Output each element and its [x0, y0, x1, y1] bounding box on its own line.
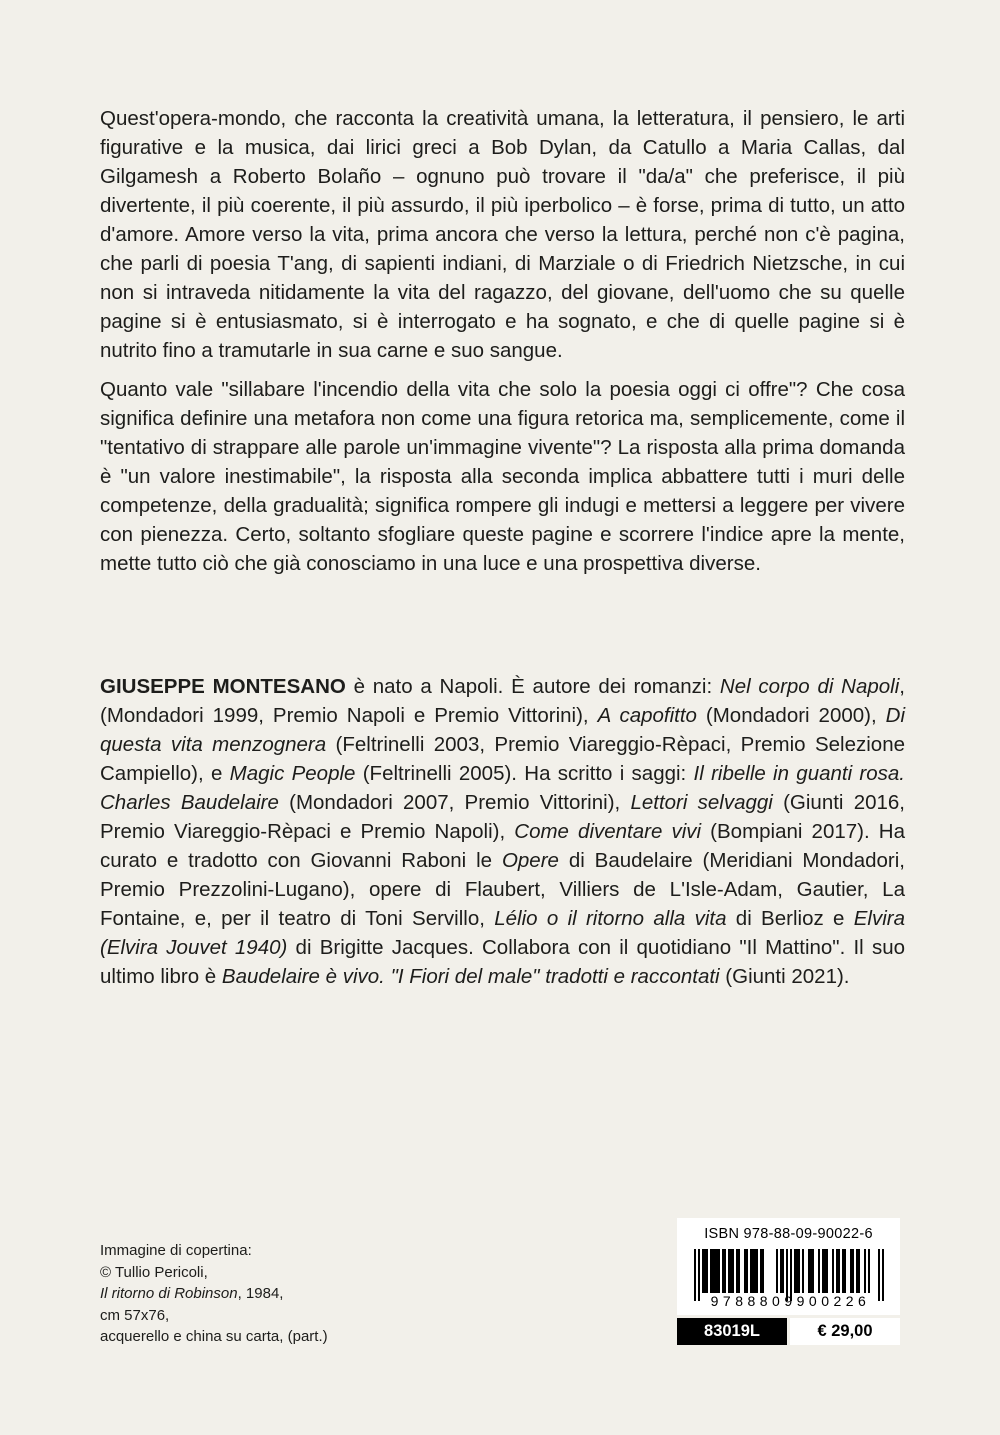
barcode-digits: 9788809900226	[710, 1293, 871, 1309]
cover-credit-line-4: cm 57x76,	[100, 1306, 170, 1324]
isbn-box	[677, 1218, 900, 1315]
author-bio: GIUSEPPE MONTESANO è nato a Napoli. È autore dei romanzi: Nel corpo di Napoli, (Mondadori 1999, Premio Napoli e Premio Vittorini), A capofitto (Mondadori 2000), Di questa vita menzognera (Feltrinelli 2003, Premio Viareggio-Rèpaci, Premio Selezione Campiello), e Magic People (Feltrinelli 2005). Ha scritto i saggi: Il ribelle in guanti rosa. Charles Baudelaire (Mondadori 2007, Premio Vittorini), Lettori selvaggi (Giunti 2016, Premio Viareggio-Rèpaci e Premio Napoli), Come diventare vivi (Bompiani 2017). Ha curato e tradotto con Giovanni Raboni le Opere di Baudelaire (Meridiani Mondadori, Premio Prezzolini-Lugano), opere di Flaubert, Villiers de L'Isle-Adam, Gautier, La Fontaine, e, per il teatro di Toni Servillo, Lélio o il ritorno alla vita di Berlioz e Elvira (Elvira Jouvet 1940) di Brigitte Jacques. Collabora con il quotidiano "Il Mattino". Il suo ultimo libro è Baudelaire è vivo. "I Fiori del male" tradotti e raccontati (Giunti 2021).	[100, 675, 906, 988]
isbn-block	[677, 1218, 900, 1345]
cover-credit-line-3: Il ritorno di Robinson, 1984,	[100, 1285, 284, 1302]
cover-credit-line-2: © Tullio Pericoli,	[100, 1263, 208, 1281]
cover-credit-line-1: Immagine di copertina:	[100, 1242, 252, 1259]
blurb	[100, 104, 905, 588]
blurb-paragraph-2: Quanto vale "sillabare l'incendio della vita che solo la poesia oggi ci offre"? Che cosa significa definire una metafora non come una figura retorica ma, semplicemente, come il "tentativo di strappare alle parole un'immagine vivente"? La risposta alla prima domanda è "un valore inestimabile", la risposta alla seconda implica abbattere tutti i muri delle competenze, della gradualità; significa rompere gli indugi e mettersi a leggere per vivere con pienezza. Certo, soltanto sfogliare queste pagine e scorrere l'indice apre la mente, mette tutto ciò che già conosciamo in una luce e una prospettiva diverse.	[100, 378, 905, 575]
cover-credit	[100, 1240, 440, 1348]
price-row	[677, 1318, 900, 1345]
price-label: € 29,00	[790, 1318, 900, 1345]
isbn-label: ISBN 978-88-09-90022-6	[704, 1226, 873, 1242]
cover-credit-line-5: acquerello e china su carta, (part.)	[100, 1328, 328, 1345]
blurb-paragraph-1: Quest'opera-mondo, che racconta la creatività umana, la letteratura, il pensiero, le arti figurative e la musica, dai lirici greci a Bob Dylan, da Catullo a Maria Callas, dal Gilgamesh a Roberto Bolaño – ognuno può trovare il "da/a" che preferisce, il più divertente, il più coerente, il più assurdo, il più iperbolico – è forse, prima di tutto, un atto d'amore. Amore verso la vita, prima ancora che verso la lettura, perché non c'è pagina, che parli di poesia T'ang, di sapienti indiani, di Marziale o di Friedrich Nietzsche, in cui non si intraveda nitidamente la vita del ragazzo, del giovane, dell'uomo che su quelle pagine si è entusiasmato, si è interrogato e ha sognato, e che di quelle pagine si è nutrito fino a tramutarle in sua carne e suo sangue.	[100, 107, 905, 362]
product-code-badge: 83019L	[677, 1318, 787, 1345]
